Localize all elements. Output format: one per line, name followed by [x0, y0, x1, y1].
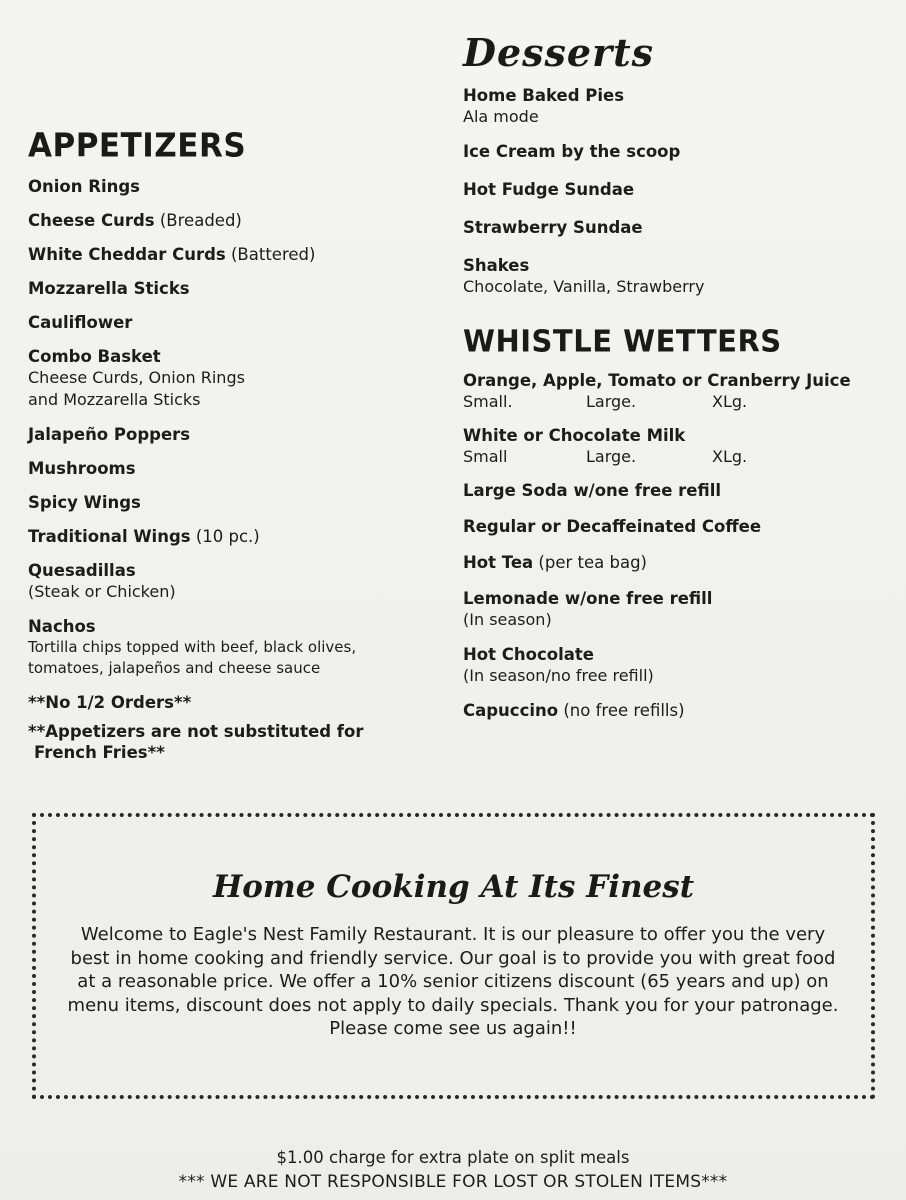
item-note: (Battered): [230, 245, 316, 264]
item-name: White Cheddar Curds: [28, 245, 226, 264]
appetizers-note: [28, 692, 428, 713]
menu-item: [463, 552, 883, 573]
substitution-note: French Fries**: [34, 743, 165, 762]
item-note: (10 pc.): [195, 527, 260, 546]
item-name: White or Chocolate Milk: [463, 426, 686, 445]
footer: [0, 1146, 906, 1194]
item-name: Nachos: [28, 617, 96, 636]
menu-item: [463, 588, 883, 631]
item-description: Chocolate, Vanilla, Strawberry: [463, 277, 705, 296]
appetizers-title: APPETIZERS: [28, 127, 247, 165]
whistle-wetters-title: WHISTLE WETTERS: [463, 323, 782, 359]
item-description: (In season): [463, 610, 552, 629]
menu-item: [28, 458, 428, 479]
no-half-orders-note: **No 1/2 Orders**: [28, 693, 192, 712]
substitution-note: **Appetizers are not substituted for: [28, 722, 364, 741]
item-name: Home Baked Pies: [463, 86, 625, 105]
item-name: Jalapeño Poppers: [28, 425, 191, 444]
size-small: Small.: [463, 392, 513, 411]
size-small: Small: [463, 447, 508, 466]
item-name: Spicy Wings: [28, 493, 141, 512]
welcome-line: menu items, discount does not apply to daily specials. Thank you for your patronage.: [67, 994, 839, 1016]
menu-item: [463, 480, 883, 501]
item-name: Ice Cream by the scoop: [463, 142, 681, 161]
item-description: (Steak or Chicken): [28, 582, 176, 601]
welcome-box: [32, 813, 875, 1099]
menu-item: [28, 278, 428, 299]
menu-item: [463, 516, 883, 537]
welcome-line: Welcome to Eagle's Nest Family Restaurant. It is our pleasure to offer you the very: [80, 924, 826, 945]
menu-item: [463, 425, 883, 467]
item-description: (In season/no free refill): [463, 666, 654, 685]
item-note: (Breaded): [159, 211, 242, 230]
item-name: Cauliflower: [28, 313, 133, 332]
item-description: tomatoes, jalapeños and cheese sauce: [28, 659, 321, 677]
menu-item: [463, 370, 883, 412]
menu-item: [463, 644, 883, 687]
item-name: Lemonade w/one free refill: [463, 589, 713, 608]
welcome-line: Please come see us again!!: [329, 1018, 577, 1039]
item-name: Large Soda w/one free refill: [463, 481, 722, 500]
item-name: Onion Rings: [28, 177, 140, 196]
menu-item: [28, 210, 428, 231]
item-description: Ala mode: [463, 107, 539, 126]
size-large: Large.: [586, 392, 637, 411]
size-options: [463, 391, 883, 412]
welcome-line: at a reasonable price. We offer a 10% senior citizens discount (65 years and up) on: [77, 971, 829, 992]
size-options: [463, 446, 883, 467]
item-name: Mozzarella Sticks: [28, 279, 190, 298]
welcome-line: best in home cooking and friendly service. Our goal is to provide you with great food: [70, 947, 836, 969]
size-large: Large.: [586, 447, 637, 466]
item-name: Shakes: [463, 256, 530, 275]
right-column: [463, 30, 883, 734]
menu-item: [463, 141, 883, 162]
menu-item: [28, 560, 428, 603]
item-name: Regular or Decaffeinated Coffee: [463, 517, 762, 536]
item-name: Traditional Wings: [28, 527, 191, 546]
menu-item: [28, 424, 428, 445]
menu-item: [463, 700, 883, 721]
item-note: (per tea bag): [538, 553, 647, 572]
menu-item: [28, 312, 428, 333]
item-name: Cheese Curds: [28, 211, 155, 230]
liability-disclaimer: *** WE ARE NOT RESPONSIBLE FOR LOST OR STOLEN ITEMS***: [178, 1172, 728, 1192]
item-name: Orange, Apple, Tomato or Cranberry Juice: [463, 371, 851, 390]
menu-item: [28, 492, 428, 513]
menu-item: [28, 526, 428, 547]
menu-item: [28, 244, 428, 265]
item-name: Combo Basket: [28, 347, 161, 366]
menu-item: [463, 255, 883, 298]
item-name: Quesadillas: [28, 561, 136, 580]
menu-item: [28, 346, 428, 411]
item-name: Strawberry Sundae: [463, 218, 643, 237]
menu-item: [28, 176, 428, 197]
item-name: Hot Tea: [463, 553, 534, 572]
item-description: Cheese Curds, Onion Rings: [28, 368, 245, 387]
menu-item: [463, 179, 883, 200]
size-xlg: XLg.: [712, 447, 748, 466]
menu-item: [28, 616, 428, 679]
welcome-title: Home Cooking At Its Finest: [212, 869, 695, 905]
split-plate-charge: $1.00 charge for extra plate on split meals: [276, 1148, 630, 1167]
menu-item: [463, 85, 883, 128]
appetizers-section: [28, 128, 428, 776]
menu-item: [463, 217, 883, 238]
item-description: Tortilla chips topped with beef, black olives,: [28, 638, 357, 656]
item-name: Hot Fudge Sundae: [463, 180, 635, 199]
item-name: Capuccino: [463, 701, 559, 720]
item-name: Hot Chocolate: [463, 645, 594, 664]
item-note: (no free refills): [563, 701, 685, 720]
item-description: and Mozzarella Sticks: [28, 390, 201, 409]
appetizers-note: [28, 721, 428, 763]
item-name: Mushrooms: [28, 459, 136, 478]
welcome-text: [58, 923, 848, 1041]
desserts-title: Desserts: [463, 30, 655, 75]
size-xlg: XLg.: [712, 392, 748, 411]
